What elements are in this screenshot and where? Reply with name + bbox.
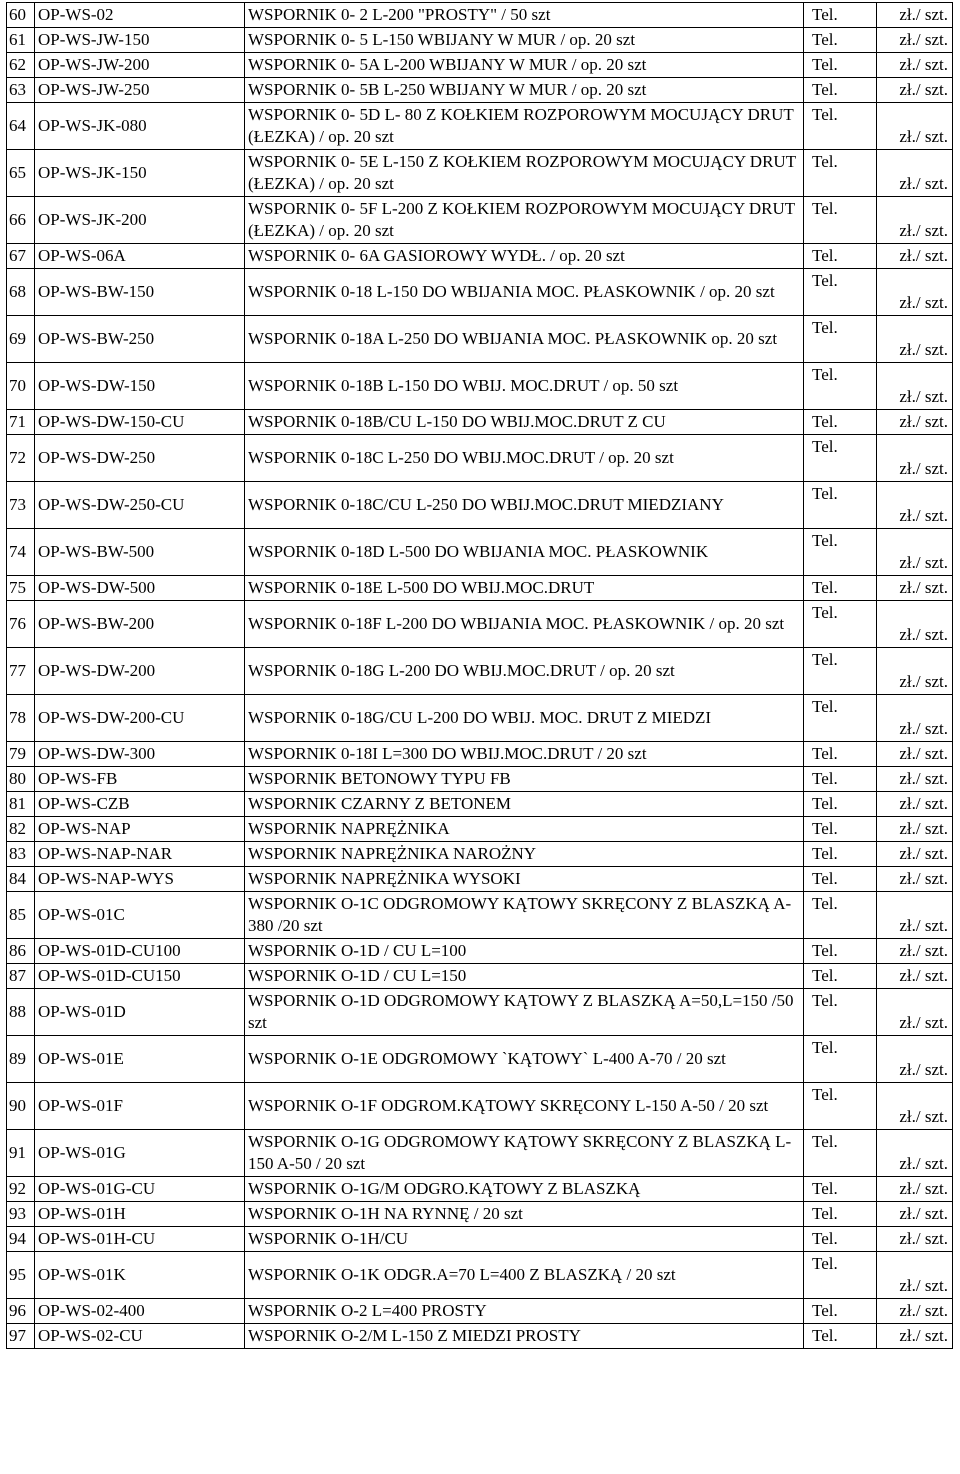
product-description: WSPORNIK NAPRĘŻNIKA NAROŻNY — [245, 842, 804, 867]
product-description: WSPORNIK O-1D / CU L=100 — [245, 939, 804, 964]
table-row — [7, 1036, 953, 1083]
price-unit: zł./ szt. — [877, 316, 953, 363]
row-number: 61 — [7, 28, 35, 53]
product-code: OP-WS-DW-300 — [35, 742, 245, 767]
price-unit: zł./ szt. — [877, 792, 953, 817]
row-number: 84 — [7, 867, 35, 892]
phone-label: Tel. — [804, 1130, 877, 1177]
price-list-body — [7, 3, 953, 1349]
table-row — [7, 363, 953, 410]
table-row — [7, 695, 953, 742]
table-row — [7, 482, 953, 529]
product-code: OP-WS-FB — [35, 767, 245, 792]
table-row — [7, 1130, 953, 1177]
product-code: OP-WS-BW-250 — [35, 316, 245, 363]
table-row — [7, 867, 953, 892]
product-code: OP-WS-01D — [35, 989, 245, 1036]
product-code: OP-WS-01K — [35, 1252, 245, 1299]
phone-label: Tel. — [804, 695, 877, 742]
phone-label: Tel. — [804, 78, 877, 103]
product-description: WSPORNIK 0- 5 L-150 WBIJANY W MUR / op. 20 szt — [245, 28, 804, 53]
row-number: 63 — [7, 78, 35, 103]
price-unit: zł./ szt. — [877, 767, 953, 792]
row-number: 88 — [7, 989, 35, 1036]
product-description: WSPORNIK O-1C ODGROMOWY KĄTOWY SKRĘCONY Z BLASZKĄ A-380 /20 szt — [245, 892, 804, 939]
table-row — [7, 989, 953, 1036]
product-code: OP-WS-02 — [35, 3, 245, 28]
phone-label: Tel. — [804, 1083, 877, 1130]
product-description: WSPORNIK NAPRĘŻNIKA WYSOKI — [245, 867, 804, 892]
product-code: OP-WS-CZB — [35, 792, 245, 817]
row-number: 90 — [7, 1083, 35, 1130]
price-unit: zł./ szt. — [877, 964, 953, 989]
row-number: 72 — [7, 435, 35, 482]
phone-label: Tel. — [804, 316, 877, 363]
row-number: 79 — [7, 742, 35, 767]
price-unit: zł./ szt. — [877, 1177, 953, 1202]
price-unit: zł./ szt. — [877, 817, 953, 842]
product-description: WSPORNIK 0- 6A GASIOROWY WYDŁ. / op. 20 szt — [245, 244, 804, 269]
table-row — [7, 792, 953, 817]
price-unit: zł./ szt. — [877, 1202, 953, 1227]
phone-label: Tel. — [804, 601, 877, 648]
product-code: OP-WS-JW-250 — [35, 78, 245, 103]
product-description: WSPORNIK 0-18 L-150 DO WBIJANIA MOC. PŁASKOWNIK / op. 20 szt — [245, 269, 804, 316]
row-number: 87 — [7, 964, 35, 989]
table-row — [7, 767, 953, 792]
phone-label: Tel. — [804, 939, 877, 964]
product-code: OP-WS-JW-200 — [35, 53, 245, 78]
product-code: OP-WS-01H — [35, 1202, 245, 1227]
product-description: WSPORNIK 0-18B L-150 DO WBIJ. MOC.DRUT / op. 50 szt — [245, 363, 804, 410]
row-number: 96 — [7, 1299, 35, 1324]
row-number: 91 — [7, 1130, 35, 1177]
table-row — [7, 892, 953, 939]
table-row — [7, 269, 953, 316]
table-row — [7, 742, 953, 767]
phone-label: Tel. — [804, 1202, 877, 1227]
product-code: OP-WS-NAP-WYS — [35, 867, 245, 892]
product-description: WSPORNIK 0- 2 L-200 "PROSTY" / 50 szt — [245, 3, 804, 28]
phone-label: Tel. — [804, 1036, 877, 1083]
row-number: 78 — [7, 695, 35, 742]
table-row — [7, 576, 953, 601]
price-unit: zł./ szt. — [877, 410, 953, 435]
product-description: WSPORNIK 0- 5B L-250 WBIJANY W MUR / op. 20 szt — [245, 78, 804, 103]
table-row — [7, 28, 953, 53]
row-number: 66 — [7, 197, 35, 244]
price-unit: zł./ szt. — [877, 601, 953, 648]
phone-label: Tel. — [804, 892, 877, 939]
price-unit: zł./ szt. — [877, 53, 953, 78]
product-code: OP-WS-NAP-NAR — [35, 842, 245, 867]
price-unit: zł./ szt. — [877, 742, 953, 767]
product-code: OP-WS-JK-200 — [35, 197, 245, 244]
price-unit: zł./ szt. — [877, 1130, 953, 1177]
price-unit: zł./ szt. — [877, 1227, 953, 1252]
product-description: WSPORNIK 0-18D L-500 DO WBIJANIA MOC. PŁASKOWNIK — [245, 529, 804, 576]
phone-label: Tel. — [804, 792, 877, 817]
product-description: WSPORNIK O-1H NA RYNNĘ / 20 szt — [245, 1202, 804, 1227]
product-description: WSPORNIK O-2 L=400 PROSTY — [245, 1299, 804, 1324]
phone-label: Tel. — [804, 28, 877, 53]
price-list-table — [6, 2, 953, 1349]
row-number: 92 — [7, 1177, 35, 1202]
table-row — [7, 78, 953, 103]
table-row — [7, 1299, 953, 1324]
product-code: OP-WS-NAP — [35, 817, 245, 842]
table-row — [7, 842, 953, 867]
product-code: OP-WS-01C — [35, 892, 245, 939]
row-number: 77 — [7, 648, 35, 695]
table-row — [7, 1083, 953, 1130]
product-description: WSPORNIK 0-18G/CU L-200 DO WBIJ. MOC. DRUT Z MIEDZI — [245, 695, 804, 742]
table-row — [7, 1202, 953, 1227]
table-row — [7, 1324, 953, 1349]
product-code: OP-WS-DW-250-CU — [35, 482, 245, 529]
row-number: 83 — [7, 842, 35, 867]
product-code: OP-WS-JW-150 — [35, 28, 245, 53]
table-row — [7, 197, 953, 244]
price-unit: zł./ szt. — [877, 989, 953, 1036]
row-number: 70 — [7, 363, 35, 410]
phone-label: Tel. — [804, 482, 877, 529]
price-unit: zł./ szt. — [877, 482, 953, 529]
price-unit: zł./ szt. — [877, 3, 953, 28]
price-unit: zł./ szt. — [877, 576, 953, 601]
table-row — [7, 1177, 953, 1202]
row-number: 69 — [7, 316, 35, 363]
price-unit: zł./ szt. — [877, 1299, 953, 1324]
phone-label: Tel. — [804, 197, 877, 244]
table-row — [7, 435, 953, 482]
product-description: WSPORNIK 0- 5D L- 80 Z KOŁKIEM ROZPOROWYM MOCUJĄCY DRUT (ŁEZKA) / op. 20 szt — [245, 103, 804, 150]
phone-label: Tel. — [804, 867, 877, 892]
phone-label: Tel. — [804, 1177, 877, 1202]
phone-label: Tel. — [804, 1299, 877, 1324]
product-description: WSPORNIK CZARNY Z BETONEM — [245, 792, 804, 817]
price-unit: zł./ szt. — [877, 269, 953, 316]
product-description: WSPORNIK 0-18F L-200 DO WBIJANIA MOC. PŁASKOWNIK / op. 20 szt — [245, 601, 804, 648]
price-unit: zł./ szt. — [877, 197, 953, 244]
price-unit: zł./ szt. — [877, 939, 953, 964]
product-description: WSPORNIK 0- 5E L-150 Z KOŁKIEM ROZPOROWYM MOCUJĄCY DRUT (ŁEZKA) / op. 20 szt — [245, 150, 804, 197]
row-number: 94 — [7, 1227, 35, 1252]
product-code: OP-WS-01H-CU — [35, 1227, 245, 1252]
phone-label: Tel. — [804, 410, 877, 435]
row-number: 86 — [7, 939, 35, 964]
product-description: WSPORNIK 0-18G L-200 DO WBIJ.MOC.DRUT / op. 20 szt — [245, 648, 804, 695]
product-code: OP-WS-DW-200 — [35, 648, 245, 695]
row-number: 67 — [7, 244, 35, 269]
table-row — [7, 964, 953, 989]
phone-label: Tel. — [804, 576, 877, 601]
phone-label: Tel. — [804, 989, 877, 1036]
price-unit: zł./ szt. — [877, 648, 953, 695]
table-row — [7, 648, 953, 695]
row-number: 89 — [7, 1036, 35, 1083]
product-code: OP-WS-01E — [35, 1036, 245, 1083]
product-code: OP-WS-06A — [35, 244, 245, 269]
price-unit: zł./ szt. — [877, 529, 953, 576]
price-unit: zł./ szt. — [877, 363, 953, 410]
row-number: 80 — [7, 767, 35, 792]
table-row — [7, 1252, 953, 1299]
phone-label: Tel. — [804, 53, 877, 78]
phone-label: Tel. — [804, 742, 877, 767]
row-number: 74 — [7, 529, 35, 576]
phone-label: Tel. — [804, 1324, 877, 1349]
product-description: WSPORNIK O-1G ODGROMOWY KĄTOWY SKRĘCONY Z BLASZKĄ L-150 A-50 / 20 szt — [245, 1130, 804, 1177]
price-unit: zł./ szt. — [877, 103, 953, 150]
product-description: WSPORNIK O-1F ODGROM.KĄTOWY SKRĘCONY L-150 A-50 / 20 szt — [245, 1083, 804, 1130]
product-code: OP-WS-DW-500 — [35, 576, 245, 601]
product-code: OP-WS-01D-CU100 — [35, 939, 245, 964]
table-row — [7, 529, 953, 576]
phone-label: Tel. — [804, 1252, 877, 1299]
price-unit: zł./ szt. — [877, 867, 953, 892]
phone-label: Tel. — [804, 817, 877, 842]
phone-label: Tel. — [804, 842, 877, 867]
product-code: OP-WS-BW-200 — [35, 601, 245, 648]
table-row — [7, 410, 953, 435]
row-number: 97 — [7, 1324, 35, 1349]
phone-label: Tel. — [804, 103, 877, 150]
price-unit: zł./ szt. — [877, 842, 953, 867]
table-row — [7, 1227, 953, 1252]
price-unit: zł./ szt. — [877, 150, 953, 197]
row-number: 68 — [7, 269, 35, 316]
row-number: 73 — [7, 482, 35, 529]
price-unit: zł./ szt. — [877, 892, 953, 939]
phone-label: Tel. — [804, 150, 877, 197]
price-unit: zł./ szt. — [877, 695, 953, 742]
phone-label: Tel. — [804, 363, 877, 410]
product-description: WSPORNIK 0-18B/CU L-150 DO WBIJ.MOC.DRUT Z CU — [245, 410, 804, 435]
product-code: OP-WS-01D-CU150 — [35, 964, 245, 989]
row-number: 75 — [7, 576, 35, 601]
product-code: OP-WS-02-CU — [35, 1324, 245, 1349]
table-row — [7, 601, 953, 648]
product-description: WSPORNIK NAPRĘŻNIKA — [245, 817, 804, 842]
phone-label: Tel. — [804, 964, 877, 989]
product-code: OP-WS-JK-150 — [35, 150, 245, 197]
table-row — [7, 244, 953, 269]
product-description: WSPORNIK 0- 5A L-200 WBIJANY W MUR / op. 20 szt — [245, 53, 804, 78]
phone-label: Tel. — [804, 648, 877, 695]
product-description: WSPORNIK 0-18C L-250 DO WBIJ.MOC.DRUT / op. 20 szt — [245, 435, 804, 482]
product-description: WSPORNIK O-1K ODGR.A=70 L=400 Z BLASZKĄ / 20 szt — [245, 1252, 804, 1299]
product-code: OP-WS-BW-500 — [35, 529, 245, 576]
price-unit: zł./ szt. — [877, 1324, 953, 1349]
row-number: 62 — [7, 53, 35, 78]
phone-label: Tel. — [804, 529, 877, 576]
product-description: WSPORNIK BETONOWY TYPU FB — [245, 767, 804, 792]
table-row — [7, 3, 953, 28]
phone-label: Tel. — [804, 435, 877, 482]
table-row — [7, 53, 953, 78]
product-code: OP-WS-02-400 — [35, 1299, 245, 1324]
price-unit: zł./ szt. — [877, 435, 953, 482]
product-code: OP-WS-DW-250 — [35, 435, 245, 482]
price-unit: zł./ szt. — [877, 1252, 953, 1299]
phone-label: Tel. — [804, 1227, 877, 1252]
row-number: 93 — [7, 1202, 35, 1227]
table-row — [7, 103, 953, 150]
price-unit: zł./ szt. — [877, 244, 953, 269]
row-number: 95 — [7, 1252, 35, 1299]
table-row — [7, 316, 953, 363]
row-number: 82 — [7, 817, 35, 842]
table-row — [7, 817, 953, 842]
product-description: WSPORNIK O-1D / CU L=150 — [245, 964, 804, 989]
phone-label: Tel. — [804, 244, 877, 269]
product-description: WSPORNIK O-1H/CU — [245, 1227, 804, 1252]
product-description: WSPORNIK O-1E ODGROMOWY `KĄTOWY` L-400 A-70 / 20 szt — [245, 1036, 804, 1083]
phone-label: Tel. — [804, 269, 877, 316]
row-number: 65 — [7, 150, 35, 197]
product-code: OP-WS-DW-150-CU — [35, 410, 245, 435]
product-description: WSPORNIK O-1D ODGROMOWY KĄTOWY Z BLASZKĄ A=50,L=150 /50 szt — [245, 989, 804, 1036]
table-row — [7, 939, 953, 964]
phone-label: Tel. — [804, 3, 877, 28]
product-code: OP-WS-01G — [35, 1130, 245, 1177]
phone-label: Tel. — [804, 767, 877, 792]
row-number: 64 — [7, 103, 35, 150]
product-description: WSPORNIK 0-18C/CU L-250 DO WBIJ.MOC.DRUT MIEDZIANY — [245, 482, 804, 529]
product-description: WSPORNIK O-2/M L-150 Z MIEDZI PROSTY — [245, 1324, 804, 1349]
product-description: WSPORNIK 0- 5F L-200 Z KOŁKIEM ROZPOROWYM MOCUJĄCY DRUT (ŁEZKA) / op. 20 szt — [245, 197, 804, 244]
price-unit: zł./ szt. — [877, 1083, 953, 1130]
price-unit: zł./ szt. — [877, 78, 953, 103]
product-code: OP-WS-01G-CU — [35, 1177, 245, 1202]
product-description: WSPORNIK 0-18E L-500 DO WBIJ.MOC.DRUT — [245, 576, 804, 601]
product-code: OP-WS-DW-150 — [35, 363, 245, 410]
product-description: WSPORNIK O-1G/M ODGRO.KĄTOWY Z BLASZKĄ — [245, 1177, 804, 1202]
product-description: WSPORNIK 0-18I L=300 DO WBIJ.MOC.DRUT / 20 szt — [245, 742, 804, 767]
row-number: 81 — [7, 792, 35, 817]
product-code: OP-WS-DW-200-CU — [35, 695, 245, 742]
product-code: OP-WS-BW-150 — [35, 269, 245, 316]
product-description: WSPORNIK 0-18A L-250 DO WBIJANIA MOC. PŁASKOWNIK op. 20 szt — [245, 316, 804, 363]
row-number: 76 — [7, 601, 35, 648]
price-unit: zł./ szt. — [877, 1036, 953, 1083]
row-number: 85 — [7, 892, 35, 939]
product-code: OP-WS-01F — [35, 1083, 245, 1130]
row-number: 60 — [7, 3, 35, 28]
table-row — [7, 150, 953, 197]
price-unit: zł./ szt. — [877, 28, 953, 53]
product-code: OP-WS-JK-080 — [35, 103, 245, 150]
row-number: 71 — [7, 410, 35, 435]
